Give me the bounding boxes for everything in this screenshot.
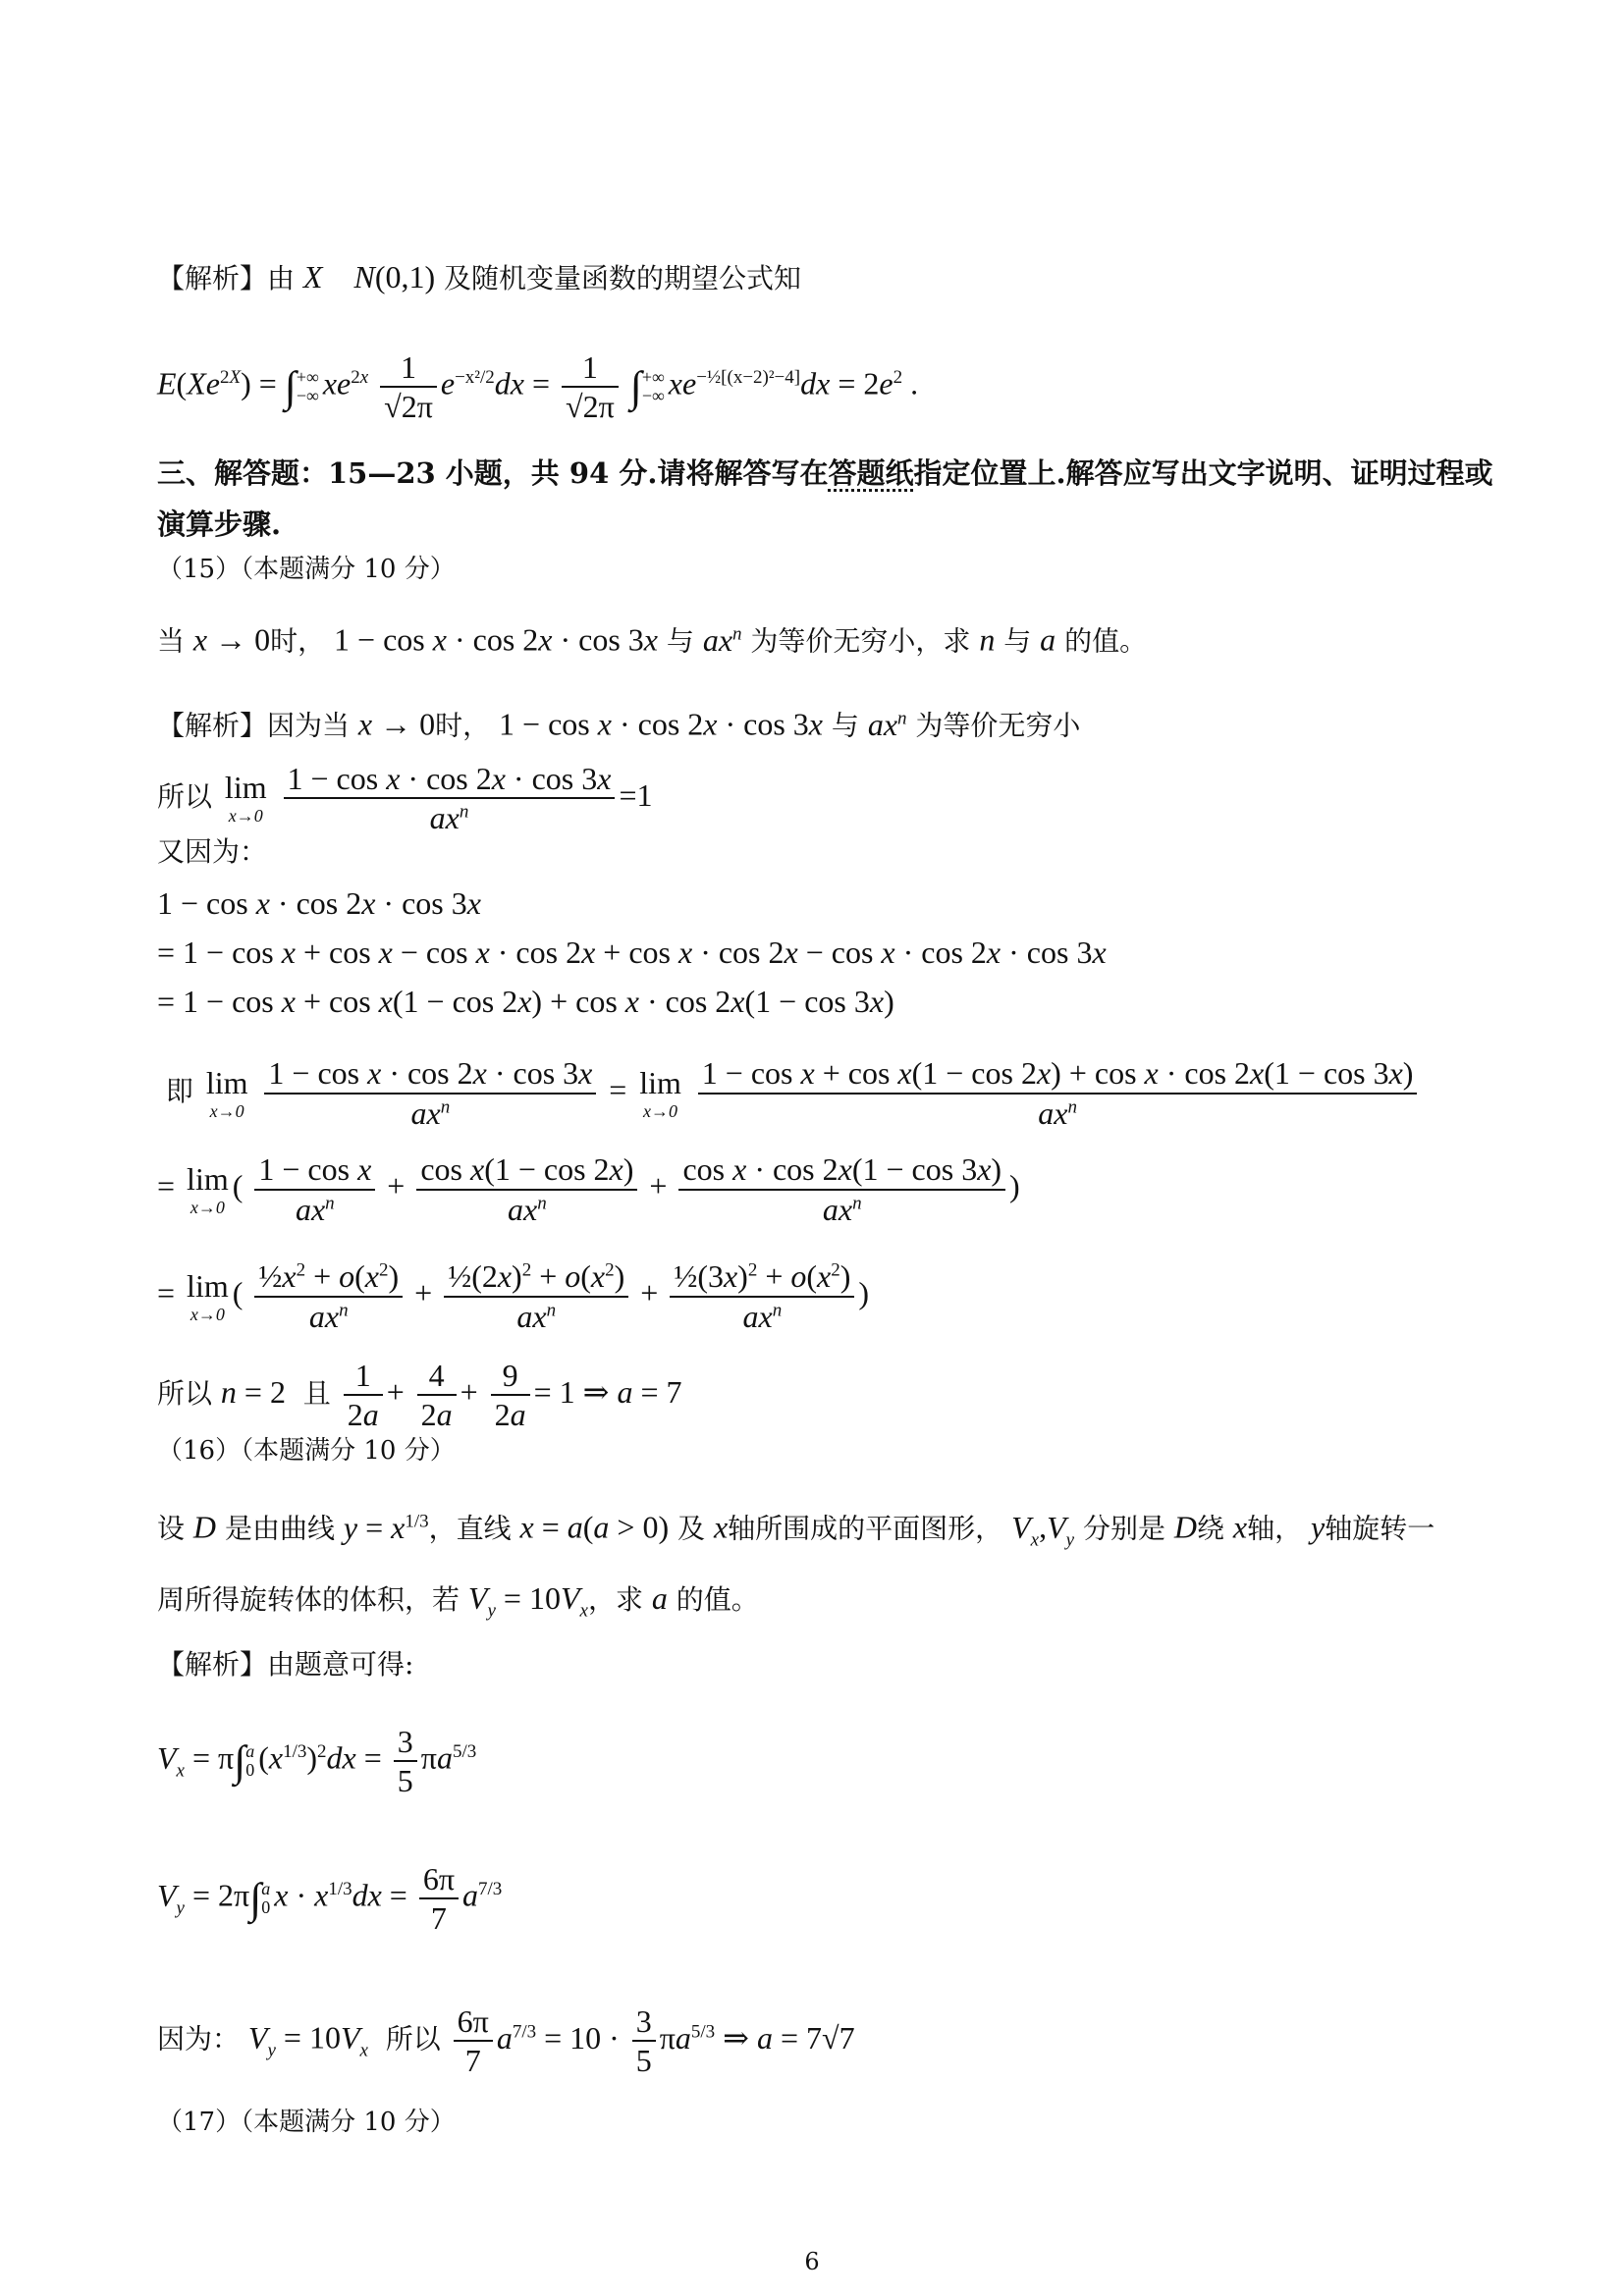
expectation-formula: $E(Xe^{2X})$ = ∫ +∞ −∞ $xe^{2x}$ $\frac{1}{√2\pi}$ $e^{-x^2/2}dx$ = $\frac{1}{√2\pi}$ ∫ +∞ −∞ $xe^{-\frac{1}{2}[(x-2)^2-4]}dx = 2e^2$ .: [157, 348, 919, 425]
q16-vy: $V_y = 2\pi\int$ a 0 $x \cdot x^{1/3}dx$ = $\frac{6\pi}{7}$ $a^{7/3}$: [157, 1860, 503, 1937]
section-title: 三、解答题：15—23 小题，共 94 分.请将解答写在答题纸指定位置上.解答应写出文字说明、证明过程或: [157, 456, 1493, 490]
q16-stem-2: 周所得旋转体的体积，若 $V_y = 10V_x$，求 a 的值。: [157, 1580, 759, 1622]
analysis-label: 【解析】由: [157, 262, 296, 294]
q15-step-5: = lim x→0 ( $\frac{\text{1 − cos x}}{ax^n}$ + $\frac{\text{cos x(1 − cos 2x)}}{ax^n}$ + $\frac{\text{cos x · cos 2x(1 − cos 3x)}}{ax^n}$ ): [157, 1151, 1020, 1227]
q15-also: 又因为：: [157, 835, 268, 868]
q16-label: （16）（本题满分 10 分）: [157, 1436, 456, 1466]
q16-vx: $V_x = \pi\int$ a 0 $(x^{1/3})^2dx$ = $\frac{3}{5}$ $\pi a^{5/3}$: [157, 1723, 477, 1799]
q15-conclusion: 所以 n = 2 且 $\frac{1}{2a}$ + $\frac{4}{2a}$ + $\frac{9}{2a}$ = 1 ⇒ a = 7: [157, 1358, 682, 1433]
q16-stem-1: 设 D 是由曲线 $y = x^{1/3}$，直线 x = a(a > 0) 及 x轴所围成的平面图形， $V_x,V_y$ 分别是 D绕 x轴， y轴旋转一: [157, 1509, 1435, 1551]
distribution-expression: X N(0,1): [302, 259, 436, 294]
q15-limit-eq: 所以 lim x→0 $\frac{\text{1 − cos x · cos 2x · cos 3x}}{ax^n}$ =1: [157, 761, 653, 836]
analysis-intro-line: [157, 257, 801, 298]
q15-step-4: 即 lim x→0 $\frac{\text{1 − cos x · cos 2x · cos 3x}}{ax^n}$ = lim x→0 $\frac{\text{1 − cos x + cos x(1 − cos 2x) + cos x · cos 2x(1 − cos 3x)}}{ax^n}$: [157, 1050, 1421, 1132]
q15-step-3: = 1 − cos x + cos x(1 − cos 2x) + cos x · cos 2x(1 − cos 3x): [157, 984, 894, 1019]
q15-step-6: = lim x→0 ( $\frac{\frac{1}{2}x^2 + o(x^2)}{ax^n}$ + $\frac{\frac{1}{2}(2x)^2 + o(x^2)}{ax^n}$ + $\frac{\frac{1}{2}(3x)^2 + o(x^2)}{ax^n}$ ): [157, 1258, 870, 1334]
q15-step-2: = 1 − cos x + cos x − cos x · cos 2x + cos x · cos 2x − cos x · cos 2x · cos 3x: [157, 934, 1107, 970]
q16-analysis: 【解析】由题意可得:: [157, 1648, 414, 1681]
q15-step-1: 1 − cos x · cos 2x · cos 3x: [157, 885, 481, 921]
q15-label: （15）（本题满分 10 分）: [157, 555, 456, 584]
q17-label: （17）（本题满分 10 分）: [157, 2108, 456, 2137]
q15-analysis-intro: 【解析】因为当 x → 0时， 1 − cos x · cos 2x · cos 3x 与 $ax^n$ 为等价无穷小: [157, 706, 1081, 742]
analysis-intro-tail: 及随机变量函数的期望公式知: [444, 262, 802, 294]
q15-stem: 当 x → 0时， 1 − cos x · cos 2x · cos 3x 与 $ax^n$ 为等价无穷小，求 n 与 a 的值。: [157, 621, 1148, 658]
page-number: 6: [804, 2248, 820, 2275]
section-title-cont: 演算步骤.: [157, 507, 282, 541]
q16-conclusion: 因为： $V_y = 10V_x$ 所以 $\frac{6\pi}{7}$ $a^{7/3} = 10$ · $\frac{3}{5}$ $\pi a^{5/3}$ ⇒ a = 7√7: [157, 2002, 855, 2079]
